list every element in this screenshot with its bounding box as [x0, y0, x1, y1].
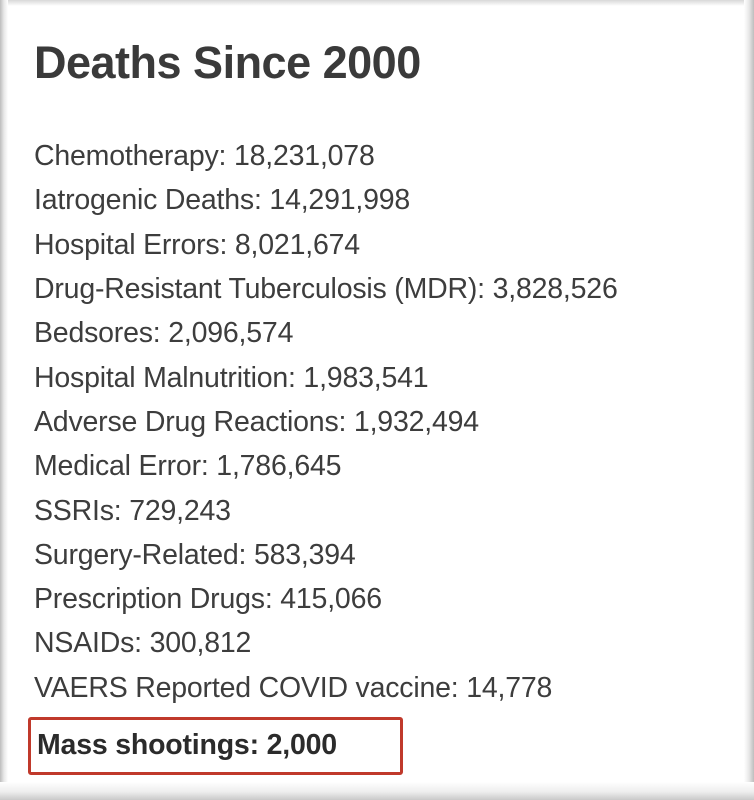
list-item [34, 533, 724, 577]
list-item [34, 134, 724, 178]
list-item [34, 621, 724, 665]
list-item [34, 666, 724, 710]
list-item-label: Drug-Resistant Tuberculosis (MDR): 3,828,526 [34, 272, 618, 305]
death-causes-list [34, 134, 724, 775]
list-item [34, 267, 724, 311]
list-item-label: VAERS Reported COVID vaccine: 14,778 [34, 671, 553, 704]
list-item [34, 489, 724, 533]
list-item [34, 400, 724, 444]
page-title: Deaths Since 2000 [34, 37, 421, 88]
list-item-label: SSRIs: 729,243 [34, 494, 231, 527]
list-item-label: Hospital Malnutrition: 1,983,541 [34, 361, 429, 394]
list-item-label: Iatrogenic Deaths: 14,291,998 [34, 184, 411, 217]
page-right-edge [744, 0, 754, 800]
list-item-label: Chemotherapy: 18,231,078 [34, 140, 375, 172]
list-item [34, 311, 724, 355]
list-item-label: NSAIDs: 300,812 [34, 627, 252, 660]
list-item [34, 223, 724, 267]
content-column [34, 0, 724, 775]
highlighted-list-item-label: Mass shootings: 2,000 [28, 717, 403, 775]
list-item-label: Hospital Errors: 8,021,674 [34, 228, 360, 261]
list-item [34, 444, 724, 488]
list-item [34, 577, 724, 621]
list-item [34, 178, 724, 222]
page-left-edge [0, 0, 8, 800]
list-item-label: Adverse Drug Reactions: 1,932,494 [34, 405, 479, 438]
list-item-label: Surgery-Related: 583,394 [34, 538, 356, 571]
list-item-label: Medical Error: 1,786,645 [34, 450, 342, 483]
list-item-label: Bedsores: 2,096,574 [34, 317, 294, 350]
list-item-label: Prescription Drugs: 415,066 [34, 583, 382, 616]
page-bottom-edge [0, 782, 754, 800]
list-item [34, 356, 724, 400]
list-item-highlighted [34, 710, 724, 775]
